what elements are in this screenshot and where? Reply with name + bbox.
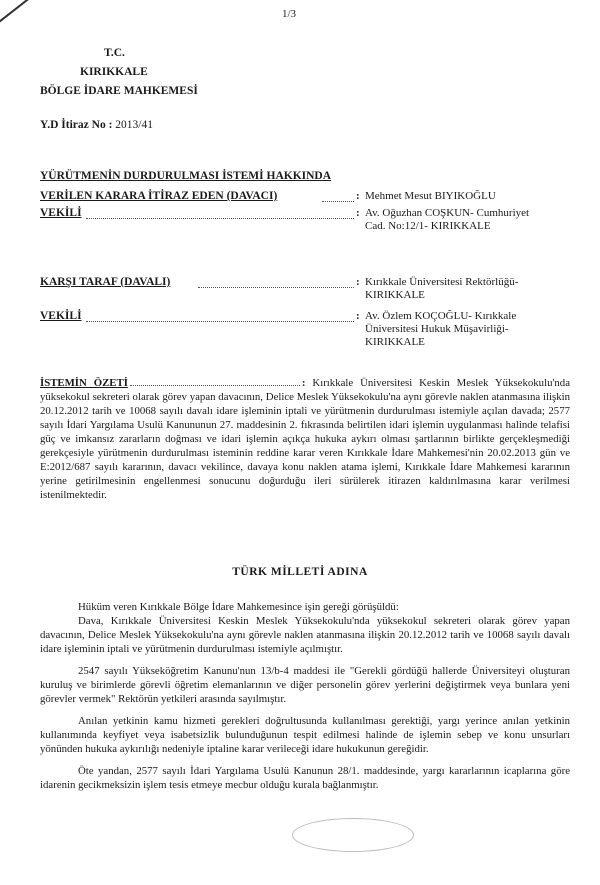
paragraph: 2547 sayılı Yükseköğretim Kanunu'nun 13/b-4 maddesi ile "Gerekli gördüğü hallerde Üniversiteyi oluşturan kuruluş ve birimlerde görevli öğretim elemanlarının ve diğer personelin görev yerlerini değiştirmek veya bunlara yeni görevler vermek" Rektörün yetkileri arasında sayılmıştır.	[40, 665, 570, 705]
paragraph: Öte yandan, 2577 sayılı İdari Yargılama Usulü Kanunun 28/1. maddesinde, yargı kararlarının icaplarına göre idarenin gecikmeksizin işlem tesis etmeye mecbur olduğu kurala bağlanmıştır.	[40, 765, 570, 791]
leader-dots	[130, 377, 300, 386]
party-value: Kırıkkale Üniversitesi Rektörlüğü-KIRIKKALE	[365, 276, 519, 301]
request-summary	[40, 376, 570, 502]
header-line-3: BÖLGE İDARE MAHKEMESİ	[40, 85, 198, 97]
party-value: Av. Özlem KOÇOĞLU- Kırıkkale Üniversitesi Hukuk Müşavirliği-KIRIKKALE	[365, 310, 517, 348]
party-colon: :	[356, 207, 360, 219]
paragraph: Dava, Kırıkkale Üniversitesi Keskin Meslek Yüksekokulu'nda yüksekokul sekreteri olarak görev yapan davacının, Delice Meslek Yüksekokulu'na aynı görevle naklen atanmasına ilişkin 20.12.2012 tarih ve 10068 sayılı davalı idare işleminin iptali ve yürütmenin durdurulması istemiyle açılmıştır.	[40, 615, 570, 655]
summary-text: Kırıkkale Üniversitesi Keskin Meslek Yüksekokulu'nda yüksekokul sekreteri olarak görev yapan davacının, Delice Meslek Yüksekokulu'na aynı görevle naklen atanmasına ilişkin 20.12.2012 tarih ve 10068 sayılı davalı idare işleminin iptali ve yürütmenin durdurulması istemiyle açılan davada; 2577 sayılı İdari Yargılama Usulü Kanununun 27. maddesinin 2. fıkrasında belirtilen idari işlemin uygulanması halinde telafisi güç ve imkansız zararların doğması ve idari işlemin açıkça hukuka aykırı olması şartlarının birlikte gerçekleşmediği gerekçesiyle yürütmenin durdurulması isteminin reddine karar veren Kırıkkale İdare Mahkemesi'nin 20.02.2013 gün ve E:2012/687 sayılı kararının, davacı vekilince, davaya konu naklen atama işlemi, Kırıkkale İdare Mahkemesi kararının yerine getirilmesinin engellenmesi sonucunu doğurduğu ileri sürülerek itirazen kaldırılmasına karar verilmesi istenilmektedir.	[40, 377, 570, 501]
decision-heading: TÜRK MİLLETİ ADINA	[232, 566, 368, 578]
leader-dots	[322, 201, 354, 202]
party-label: VEKİLİ	[40, 310, 82, 322]
party-colon: :	[356, 276, 360, 288]
party-value: Av. Oğuzhan COŞKUN- Cumhuriyet Cad. No:12/1- KIRIKKALE	[365, 207, 530, 232]
leader-dots	[198, 287, 354, 288]
decision-body	[40, 600, 570, 792]
party-colon: :	[356, 190, 360, 202]
header-line-2: KIRIKKALE	[80, 66, 148, 78]
leader-dots	[86, 321, 354, 322]
party-label: KARŞI TARAF (DAVALI)	[40, 276, 171, 288]
party-label: VEKİLİ	[40, 207, 82, 219]
summary-label: İSTEMİN ÖZETİ	[40, 377, 128, 389]
page-number: 1/3	[282, 8, 297, 20]
summary-colon: :	[301, 377, 306, 389]
seal-stamp	[292, 818, 414, 852]
party-colon: :	[356, 310, 360, 322]
leader-dots	[86, 218, 354, 219]
header-line-1: T.C.	[104, 47, 125, 59]
file-number-label: Y.D İtiraz No :	[40, 119, 113, 131]
court-header	[30, 44, 198, 101]
party-label: VERİLEN KARARA İTİRAZ EDEN (DAVACI)	[40, 190, 278, 202]
subject-title: YÜRÜTMENİN DURDURULMASI İSTEMİ HAKKINDA	[40, 170, 332, 182]
pen-mark	[0, 0, 62, 30]
paragraph: Anılan yetkinin kamu hizmeti gerekleri doğrultusunda kullanılması gerektiği, yargı yerince anılan yetkinin kullanımında keyfiyet veya isabetsizlik bulunduğunun tespit edilmesi halinde de işlemin sebep ve konu unsurları yönünden hukuka aykırılığı nedeniyle iptaline karar verileceği idare hukukunun gereğidir.	[40, 715, 570, 755]
file-number-value: 2013/41	[115, 119, 153, 131]
paragraph: Hüküm veren Kırıkkale Bölge İdare Mahkemesince işin gereği görüşüldü:	[78, 601, 399, 613]
file-number	[40, 119, 153, 131]
party-value: Mehmet Mesut BIYIKOĞLU	[365, 190, 496, 202]
